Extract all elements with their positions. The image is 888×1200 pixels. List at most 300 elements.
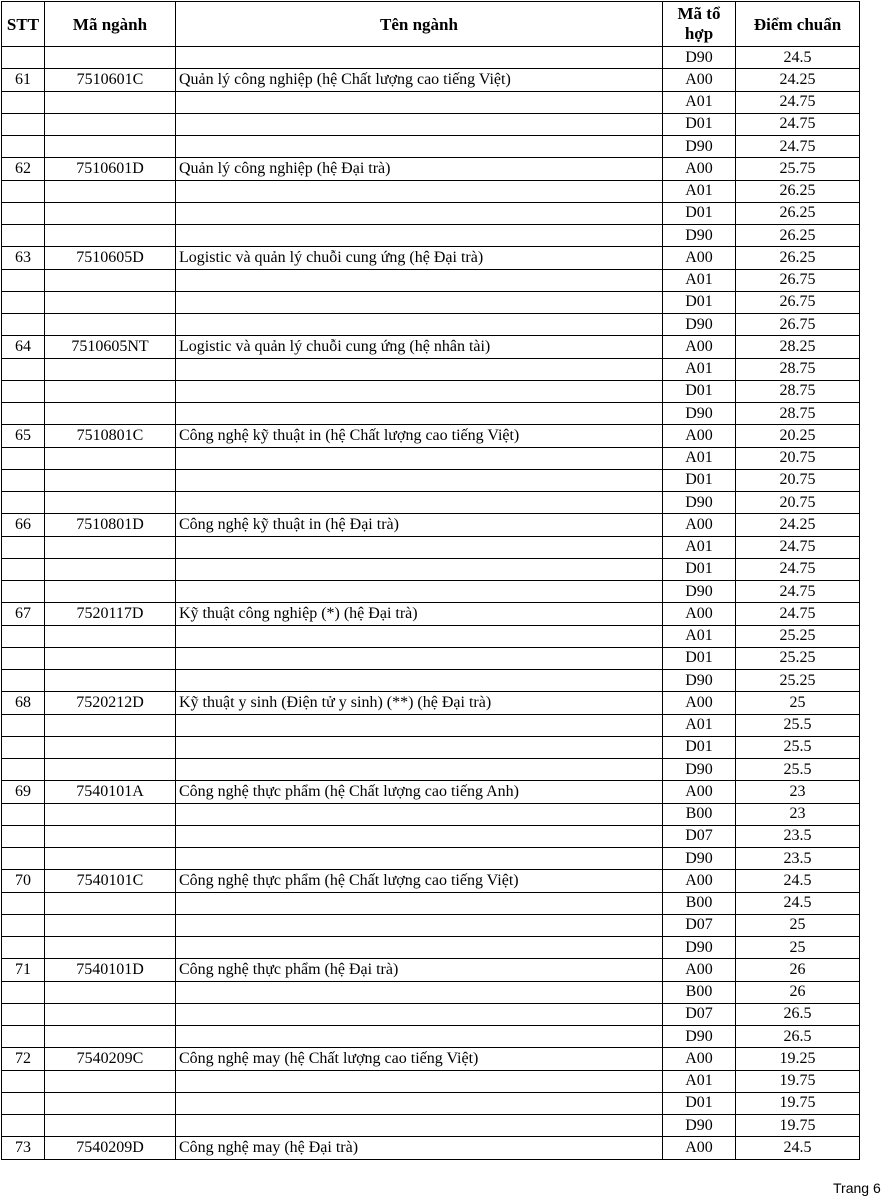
cell-diem-chuan: 28.25 bbox=[736, 336, 860, 358]
cell-diem-chuan: 24.75 bbox=[736, 581, 860, 603]
table-row bbox=[2, 714, 860, 736]
cell-diem-chuan: 25.5 bbox=[736, 759, 860, 781]
table-row bbox=[2, 113, 860, 135]
cell-ma-to-hop: B00 bbox=[663, 803, 736, 825]
cell-ma-to-hop: D01 bbox=[663, 380, 736, 402]
table-row bbox=[2, 959, 860, 981]
cell-stt: 65 bbox=[2, 425, 45, 447]
table-row bbox=[2, 536, 860, 558]
cell-ten-nganh bbox=[176, 892, 663, 914]
cell-ma-nganh bbox=[45, 825, 176, 847]
table-row bbox=[2, 269, 860, 291]
table-row bbox=[2, 803, 860, 825]
cell-ma-to-hop: A01 bbox=[663, 91, 736, 113]
cell-ten-nganh: Công nghệ may (hệ Đại trà) bbox=[176, 1137, 663, 1159]
cell-ma-to-hop: A01 bbox=[663, 1070, 736, 1092]
cell-stt: 63 bbox=[2, 247, 45, 269]
cell-stt bbox=[2, 358, 45, 380]
cell-ma-to-hop: D01 bbox=[663, 291, 736, 313]
cell-ten-nganh bbox=[176, 1070, 663, 1092]
cell-ma-to-hop: A01 bbox=[663, 536, 736, 558]
cell-ten-nganh bbox=[176, 914, 663, 936]
table-row bbox=[2, 1092, 860, 1114]
cell-ma-nganh bbox=[45, 47, 176, 69]
cell-diem-chuan: 26.75 bbox=[736, 269, 860, 291]
cell-ten-nganh bbox=[176, 492, 663, 514]
cell-ten-nganh bbox=[176, 91, 663, 113]
cell-ma-nganh bbox=[45, 736, 176, 758]
cell-ma-nganh bbox=[45, 714, 176, 736]
cell-ma-to-hop: D90 bbox=[663, 1026, 736, 1048]
cell-stt bbox=[2, 1003, 45, 1025]
cell-ten-nganh bbox=[176, 180, 663, 202]
cell-ma-to-hop: D90 bbox=[663, 1115, 736, 1137]
cell-ma-nganh bbox=[45, 269, 176, 291]
table-row bbox=[2, 1026, 860, 1048]
table-row bbox=[2, 202, 860, 224]
cell-ma-to-hop: D01 bbox=[663, 469, 736, 491]
cell-ma-nganh bbox=[45, 314, 176, 336]
cell-ten-nganh bbox=[176, 1092, 663, 1114]
cell-ma-to-hop: D07 bbox=[663, 1003, 736, 1025]
cell-ma-nganh: 7540101C bbox=[45, 870, 176, 892]
table-row bbox=[2, 892, 860, 914]
table-body bbox=[2, 47, 860, 1160]
cell-ten-nganh: Kỹ thuật y sinh (Điện tử y sinh) (**) (hệ Đại trà) bbox=[176, 692, 663, 714]
cell-stt bbox=[2, 625, 45, 647]
cell-diem-chuan: 26.75 bbox=[736, 314, 860, 336]
cell-stt bbox=[2, 647, 45, 669]
cell-stt bbox=[2, 581, 45, 603]
table-row bbox=[2, 1115, 860, 1137]
cell-diem-chuan: 24.25 bbox=[736, 514, 860, 536]
cell-ma-to-hop: A01 bbox=[663, 714, 736, 736]
table-row bbox=[2, 759, 860, 781]
cell-ma-nganh bbox=[45, 536, 176, 558]
cell-ten-nganh bbox=[176, 358, 663, 380]
cell-diem-chuan: 23 bbox=[736, 781, 860, 803]
cell-ma-nganh bbox=[45, 469, 176, 491]
table-header-row bbox=[2, 2, 860, 47]
cell-ma-nganh bbox=[45, 202, 176, 224]
cell-diem-chuan: 23.5 bbox=[736, 848, 860, 870]
cell-ma-nganh: 7520212D bbox=[45, 692, 176, 714]
cell-ten-nganh bbox=[176, 447, 663, 469]
cell-ten-nganh bbox=[176, 1115, 663, 1137]
cell-ma-nganh: 7510601C bbox=[45, 69, 176, 91]
cell-stt bbox=[2, 1115, 45, 1137]
cell-diem-chuan: 23.5 bbox=[736, 825, 860, 847]
cell-stt bbox=[2, 670, 45, 692]
cell-diem-chuan: 24.5 bbox=[736, 1137, 860, 1159]
cell-stt bbox=[2, 447, 45, 469]
cell-ten-nganh bbox=[176, 202, 663, 224]
cell-ma-nganh: 7540101A bbox=[45, 781, 176, 803]
cell-ma-to-hop: A00 bbox=[663, 158, 736, 180]
table-row bbox=[2, 358, 860, 380]
table-row bbox=[2, 558, 860, 580]
cell-diem-chuan: 24.5 bbox=[736, 47, 860, 69]
cell-diem-chuan: 25.25 bbox=[736, 670, 860, 692]
cell-ten-nganh bbox=[176, 625, 663, 647]
cell-ten-nganh bbox=[176, 981, 663, 1003]
cell-stt: 70 bbox=[2, 870, 45, 892]
header-stt: STT bbox=[2, 2, 45, 47]
cell-ma-nganh bbox=[45, 180, 176, 202]
cell-ten-nganh bbox=[176, 803, 663, 825]
cell-stt bbox=[2, 113, 45, 135]
cell-ma-nganh bbox=[45, 136, 176, 158]
cell-ma-nganh bbox=[45, 403, 176, 425]
cell-ma-to-hop: A00 bbox=[663, 1137, 736, 1159]
cell-ma-nganh bbox=[45, 1070, 176, 1092]
cell-ma-nganh bbox=[45, 1115, 176, 1137]
table-row bbox=[2, 1137, 860, 1159]
cell-stt bbox=[2, 380, 45, 402]
cell-ten-nganh bbox=[176, 558, 663, 580]
cell-ma-to-hop: D90 bbox=[663, 759, 736, 781]
cell-ma-to-hop: B00 bbox=[663, 892, 736, 914]
cell-ma-to-hop: A00 bbox=[663, 514, 736, 536]
cell-ten-nganh bbox=[176, 714, 663, 736]
cell-diem-chuan: 19.75 bbox=[736, 1070, 860, 1092]
cell-stt bbox=[2, 180, 45, 202]
cell-diem-chuan: 25.5 bbox=[736, 714, 860, 736]
cell-ma-nganh bbox=[45, 625, 176, 647]
cell-ten-nganh bbox=[176, 759, 663, 781]
cell-stt bbox=[2, 825, 45, 847]
cell-diem-chuan: 26.5 bbox=[736, 1026, 860, 1048]
cell-ma-to-hop: D01 bbox=[663, 736, 736, 758]
cell-ma-nganh bbox=[45, 492, 176, 514]
table-row bbox=[2, 647, 860, 669]
cell-stt bbox=[2, 759, 45, 781]
cell-ma-nganh bbox=[45, 759, 176, 781]
cell-ma-nganh: 7510801D bbox=[45, 514, 176, 536]
cell-ma-to-hop: A00 bbox=[663, 336, 736, 358]
table-row bbox=[2, 1070, 860, 1092]
cell-diem-chuan: 28.75 bbox=[736, 380, 860, 402]
cell-stt: 64 bbox=[2, 336, 45, 358]
table-row bbox=[2, 848, 860, 870]
cell-ten-nganh: Công nghệ kỹ thuật in (hệ Chất lượng cao tiếng Việt) bbox=[176, 425, 663, 447]
cell-ten-nganh bbox=[176, 848, 663, 870]
cell-ma-to-hop: A00 bbox=[663, 425, 736, 447]
cell-ma-nganh bbox=[45, 380, 176, 402]
cell-diem-chuan: 24.75 bbox=[736, 603, 860, 625]
cell-ten-nganh bbox=[176, 1003, 663, 1025]
cell-ten-nganh bbox=[176, 581, 663, 603]
header-ma-nganh: Mã ngành bbox=[45, 2, 176, 47]
cell-ten-nganh: Logistic và quản lý chuỗi cung ứng (hệ Đại trà) bbox=[176, 247, 663, 269]
table-row bbox=[2, 514, 860, 536]
cell-ma-nganh: 7520117D bbox=[45, 603, 176, 625]
cell-diem-chuan: 25.5 bbox=[736, 736, 860, 758]
cell-ma-nganh bbox=[45, 914, 176, 936]
cell-stt bbox=[2, 714, 45, 736]
cell-stt bbox=[2, 136, 45, 158]
admission-score-table bbox=[1, 1, 860, 1160]
cell-diem-chuan: 25.75 bbox=[736, 158, 860, 180]
cell-stt bbox=[2, 91, 45, 113]
cell-ma-to-hop: A00 bbox=[663, 692, 736, 714]
table-row bbox=[2, 625, 860, 647]
cell-ten-nganh: Công nghệ thực phẩm (hệ Đại trà) bbox=[176, 959, 663, 981]
table-row bbox=[2, 91, 860, 113]
cell-ten-nganh bbox=[176, 113, 663, 135]
table-row bbox=[2, 603, 860, 625]
cell-ma-to-hop: D90 bbox=[663, 225, 736, 247]
cell-ten-nganh bbox=[176, 269, 663, 291]
cell-ma-nganh bbox=[45, 1026, 176, 1048]
cell-diem-chuan: 24.5 bbox=[736, 870, 860, 892]
cell-ten-nganh: Logistic và quản lý chuỗi cung ứng (hệ nhân tài) bbox=[176, 336, 663, 358]
header-ten-nganh: Tên ngành bbox=[176, 2, 663, 47]
table-row bbox=[2, 225, 860, 247]
cell-ma-to-hop: A00 bbox=[663, 69, 736, 91]
table-row bbox=[2, 403, 860, 425]
cell-ma-to-hop: A01 bbox=[663, 358, 736, 380]
cell-ma-to-hop: D90 bbox=[663, 47, 736, 69]
table-row bbox=[2, 136, 860, 158]
cell-diem-chuan: 25 bbox=[736, 914, 860, 936]
cell-diem-chuan: 24.75 bbox=[736, 536, 860, 558]
cell-ma-to-hop: A01 bbox=[663, 180, 736, 202]
cell-ma-to-hop: D90 bbox=[663, 314, 736, 336]
cell-ma-to-hop: A01 bbox=[663, 447, 736, 469]
cell-ten-nganh: Công nghệ may (hệ Chất lượng cao tiếng Việt) bbox=[176, 1048, 663, 1070]
cell-stt bbox=[2, 314, 45, 336]
cell-ma-nganh bbox=[45, 113, 176, 135]
cell-ten-nganh: Công nghệ thực phẩm (hệ Chất lượng cao tiếng Việt) bbox=[176, 870, 663, 892]
cell-ma-nganh bbox=[45, 447, 176, 469]
table-row bbox=[2, 914, 860, 936]
cell-ten-nganh bbox=[176, 670, 663, 692]
cell-ma-to-hop: D01 bbox=[663, 1092, 736, 1114]
cell-diem-chuan: 26.25 bbox=[736, 225, 860, 247]
table-row bbox=[2, 692, 860, 714]
cell-ma-nganh bbox=[45, 558, 176, 580]
table-row bbox=[2, 670, 860, 692]
cell-stt bbox=[2, 1026, 45, 1048]
cell-stt bbox=[2, 848, 45, 870]
cell-ma-nganh bbox=[45, 1092, 176, 1114]
cell-ma-nganh: 7540209C bbox=[45, 1048, 176, 1070]
cell-ma-nganh bbox=[45, 1003, 176, 1025]
table-row bbox=[2, 1003, 860, 1025]
cell-ten-nganh: Quản lý công nghiệp (hệ Đại trà) bbox=[176, 158, 663, 180]
cell-diem-chuan: 19.25 bbox=[736, 1048, 860, 1070]
cell-ma-nganh bbox=[45, 91, 176, 113]
table-row bbox=[2, 781, 860, 803]
cell-ma-nganh bbox=[45, 803, 176, 825]
cell-ma-nganh bbox=[45, 647, 176, 669]
cell-ten-nganh bbox=[176, 937, 663, 959]
cell-stt bbox=[2, 202, 45, 224]
cell-ten-nganh: Công nghệ kỹ thuật in (hệ Đại trà) bbox=[176, 514, 663, 536]
table-row bbox=[2, 736, 860, 758]
cell-diem-chuan: 28.75 bbox=[736, 358, 860, 380]
table-row bbox=[2, 291, 860, 313]
table-row bbox=[2, 247, 860, 269]
header-diem-chuan: Điểm chuẩn bbox=[736, 2, 860, 47]
cell-ten-nganh: Quản lý công nghiệp (hệ Chất lượng cao tiếng Việt) bbox=[176, 69, 663, 91]
cell-ten-nganh bbox=[176, 1026, 663, 1048]
cell-ma-to-hop: D90 bbox=[663, 581, 736, 603]
cell-ten-nganh bbox=[176, 647, 663, 669]
cell-ma-to-hop: D90 bbox=[663, 848, 736, 870]
cell-diem-chuan: 26 bbox=[736, 959, 860, 981]
cell-stt bbox=[2, 47, 45, 69]
cell-ma-to-hop: D01 bbox=[663, 202, 736, 224]
cell-ma-nganh bbox=[45, 581, 176, 603]
cell-diem-chuan: 25 bbox=[736, 937, 860, 959]
cell-ma-nganh: 7540209D bbox=[45, 1137, 176, 1159]
cell-ten-nganh bbox=[176, 291, 663, 313]
cell-ten-nganh bbox=[176, 225, 663, 247]
cell-ten-nganh bbox=[176, 314, 663, 336]
cell-ma-to-hop: A00 bbox=[663, 781, 736, 803]
cell-ma-nganh: 7510801C bbox=[45, 425, 176, 447]
cell-ma-nganh: 7510601D bbox=[45, 158, 176, 180]
cell-ma-to-hop: D07 bbox=[663, 914, 736, 936]
cell-stt: 67 bbox=[2, 603, 45, 625]
table-row bbox=[2, 47, 860, 69]
cell-ma-to-hop: A00 bbox=[663, 603, 736, 625]
cell-stt bbox=[2, 914, 45, 936]
cell-diem-chuan: 26 bbox=[736, 981, 860, 1003]
cell-stt bbox=[2, 892, 45, 914]
cell-ten-nganh bbox=[176, 380, 663, 402]
cell-diem-chuan: 24.75 bbox=[736, 113, 860, 135]
cell-diem-chuan: 26.75 bbox=[736, 291, 860, 313]
cell-diem-chuan: 20.25 bbox=[736, 425, 860, 447]
cell-ten-nganh bbox=[176, 47, 663, 69]
cell-ma-to-hop: D01 bbox=[663, 647, 736, 669]
cell-ma-to-hop: A01 bbox=[663, 269, 736, 291]
cell-diem-chuan: 26.25 bbox=[736, 180, 860, 202]
cell-ma-to-hop: D90 bbox=[663, 937, 736, 959]
cell-ma-to-hop: D01 bbox=[663, 558, 736, 580]
cell-ma-to-hop: D90 bbox=[663, 492, 736, 514]
table-row bbox=[2, 1048, 860, 1070]
cell-ten-nganh bbox=[176, 469, 663, 491]
cell-stt bbox=[2, 225, 45, 247]
cell-stt: 72 bbox=[2, 1048, 45, 1070]
cell-ten-nganh bbox=[176, 136, 663, 158]
cell-diem-chuan: 24.75 bbox=[736, 91, 860, 113]
table-row bbox=[2, 469, 860, 491]
table-row bbox=[2, 380, 860, 402]
cell-ma-nganh bbox=[45, 358, 176, 380]
cell-diem-chuan: 20.75 bbox=[736, 469, 860, 491]
cell-diem-chuan: 25.25 bbox=[736, 625, 860, 647]
cell-ma-to-hop: D90 bbox=[663, 670, 736, 692]
cell-stt: 66 bbox=[2, 514, 45, 536]
cell-stt: 61 bbox=[2, 69, 45, 91]
table-row bbox=[2, 937, 860, 959]
cell-stt bbox=[2, 403, 45, 425]
cell-ma-nganh bbox=[45, 670, 176, 692]
cell-ma-to-hop: D07 bbox=[663, 825, 736, 847]
cell-diem-chuan: 25.25 bbox=[736, 647, 860, 669]
cell-ma-to-hop: A00 bbox=[663, 1048, 736, 1070]
cell-diem-chuan: 24.75 bbox=[736, 558, 860, 580]
table-row bbox=[2, 492, 860, 514]
cell-stt: 68 bbox=[2, 692, 45, 714]
table-row bbox=[2, 870, 860, 892]
table-row bbox=[2, 314, 860, 336]
cell-diem-chuan: 24.25 bbox=[736, 69, 860, 91]
cell-diem-chuan: 24.5 bbox=[736, 892, 860, 914]
cell-stt: 71 bbox=[2, 959, 45, 981]
cell-diem-chuan: 24.75 bbox=[736, 136, 860, 158]
cell-ma-to-hop: D90 bbox=[663, 403, 736, 425]
cell-ma-to-hop: A00 bbox=[663, 870, 736, 892]
cell-ma-nganh: 7540101D bbox=[45, 959, 176, 981]
cell-stt bbox=[2, 291, 45, 313]
cell-stt bbox=[2, 736, 45, 758]
table-row bbox=[2, 981, 860, 1003]
cell-ma-to-hop: B00 bbox=[663, 981, 736, 1003]
cell-diem-chuan: 20.75 bbox=[736, 492, 860, 514]
cell-ten-nganh bbox=[176, 536, 663, 558]
cell-ten-nganh bbox=[176, 736, 663, 758]
cell-stt: 62 bbox=[2, 158, 45, 180]
cell-ma-to-hop: A00 bbox=[663, 959, 736, 981]
cell-ma-nganh bbox=[45, 937, 176, 959]
cell-stt bbox=[2, 469, 45, 491]
cell-ten-nganh bbox=[176, 403, 663, 425]
cell-diem-chuan: 23 bbox=[736, 803, 860, 825]
table-row bbox=[2, 336, 860, 358]
cell-stt bbox=[2, 558, 45, 580]
cell-ma-nganh bbox=[45, 892, 176, 914]
cell-ma-to-hop: D01 bbox=[663, 113, 736, 135]
cell-ten-nganh: Kỹ thuật công nghiệp (*) (hệ Đại trà) bbox=[176, 603, 663, 625]
table-row bbox=[2, 180, 860, 202]
cell-ma-to-hop: D90 bbox=[663, 136, 736, 158]
table-row bbox=[2, 447, 860, 469]
table-row bbox=[2, 69, 860, 91]
cell-diem-chuan: 19.75 bbox=[736, 1092, 860, 1114]
cell-stt bbox=[2, 1070, 45, 1092]
cell-ten-nganh bbox=[176, 825, 663, 847]
cell-ma-nganh bbox=[45, 225, 176, 247]
cell-ma-nganh bbox=[45, 981, 176, 1003]
cell-stt bbox=[2, 937, 45, 959]
cell-stt: 73 bbox=[2, 1137, 45, 1159]
cell-ten-nganh: Công nghệ thực phẩm (hệ Chất lượng cao tiếng Anh) bbox=[176, 781, 663, 803]
cell-diem-chuan: 26.25 bbox=[736, 247, 860, 269]
cell-ma-to-hop: A01 bbox=[663, 625, 736, 647]
cell-stt bbox=[2, 492, 45, 514]
cell-diem-chuan: 26.25 bbox=[736, 202, 860, 224]
cell-ma-nganh: 7510605D bbox=[45, 247, 176, 269]
cell-stt bbox=[2, 803, 45, 825]
cell-stt bbox=[2, 981, 45, 1003]
header-ma-to-hop: Mã tổ hợp bbox=[663, 2, 736, 47]
cell-diem-chuan: 26.5 bbox=[736, 1003, 860, 1025]
table-row bbox=[2, 158, 860, 180]
cell-stt bbox=[2, 536, 45, 558]
cell-ma-nganh: 7510605NT bbox=[45, 336, 176, 358]
cell-diem-chuan: 25 bbox=[736, 692, 860, 714]
cell-ma-nganh bbox=[45, 848, 176, 870]
cell-diem-chuan: 19.75 bbox=[736, 1115, 860, 1137]
cell-diem-chuan: 28.75 bbox=[736, 403, 860, 425]
page-number: Trang 6 bbox=[833, 1180, 881, 1196]
